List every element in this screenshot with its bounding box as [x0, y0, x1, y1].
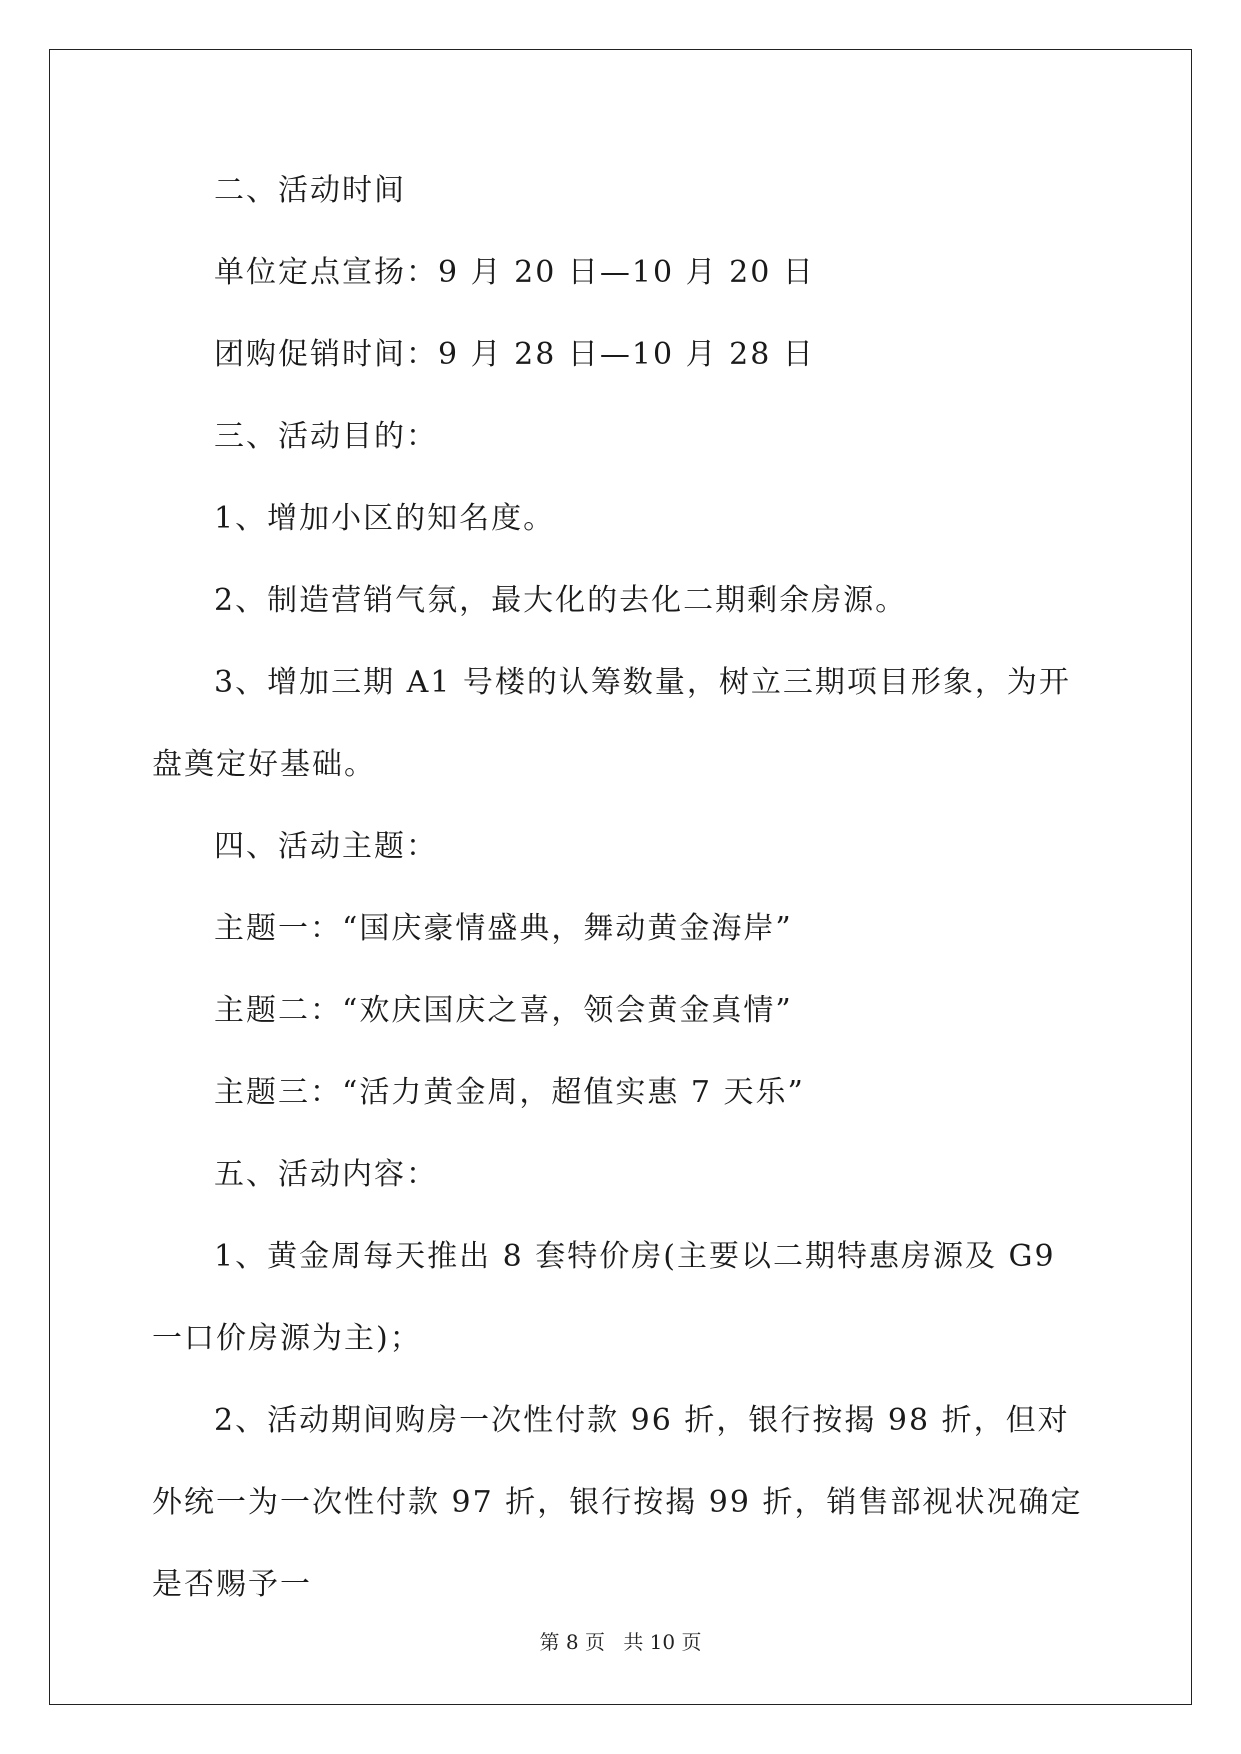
heading-activity-time: 二、活动时间	[214, 173, 406, 208]
page-total: 共 10 页	[623, 1630, 702, 1654]
paragraph-theme-3: 主题三：“活力黄金周，超值实惠 7 天乐”	[214, 1075, 805, 1110]
paragraph-content-2: 2、活动期间购房一次性付款 96 折，银行按揭 98 折，但对外统一为一次性付款 97 折，银行按揭 99 折，销售部视状况确定是否赐予一	[152, 1403, 1083, 1602]
paragraph-goal-1: 1、增加小区的知名度。	[214, 501, 556, 536]
paragraph-goal-2: 2、制造营销气氛，最大化的去化二期剩余房源。	[214, 583, 908, 618]
paragraph-content-1: 1、黄金周每天推出 8 套特价房(主要以二期特惠房源及 G9 一口价房源为主)；	[152, 1239, 1056, 1356]
heading-activity-content: 五、活动内容：	[214, 1157, 438, 1192]
heading-activity-goal: 三、活动目的：	[214, 419, 438, 454]
page-footer	[0, 1626, 1241, 1655]
paragraph-promo-dates: 单位定点宣扬：9 月 20 日—10 月 20 日	[214, 255, 815, 290]
page-number: 第 8 页	[539, 1630, 605, 1654]
document-body	[152, 150, 1084, 1626]
paragraph-theme-2: 主题二：“欢庆国庆之喜，领会黄金真情”	[214, 993, 793, 1028]
paragraph-groupbuy-dates: 团购促销时间：9 月 28 日—10 月 28 日	[214, 337, 815, 372]
paragraph-goal-3: 3、增加三期 A1 号楼的认筹数量，树立三期项目形象，为开盘奠定好基础。	[152, 665, 1071, 782]
heading-activity-theme: 四、活动主题：	[214, 829, 438, 864]
paragraph-theme-1: 主题一：“国庆豪情盛典，舞动黄金海岸”	[214, 911, 793, 946]
